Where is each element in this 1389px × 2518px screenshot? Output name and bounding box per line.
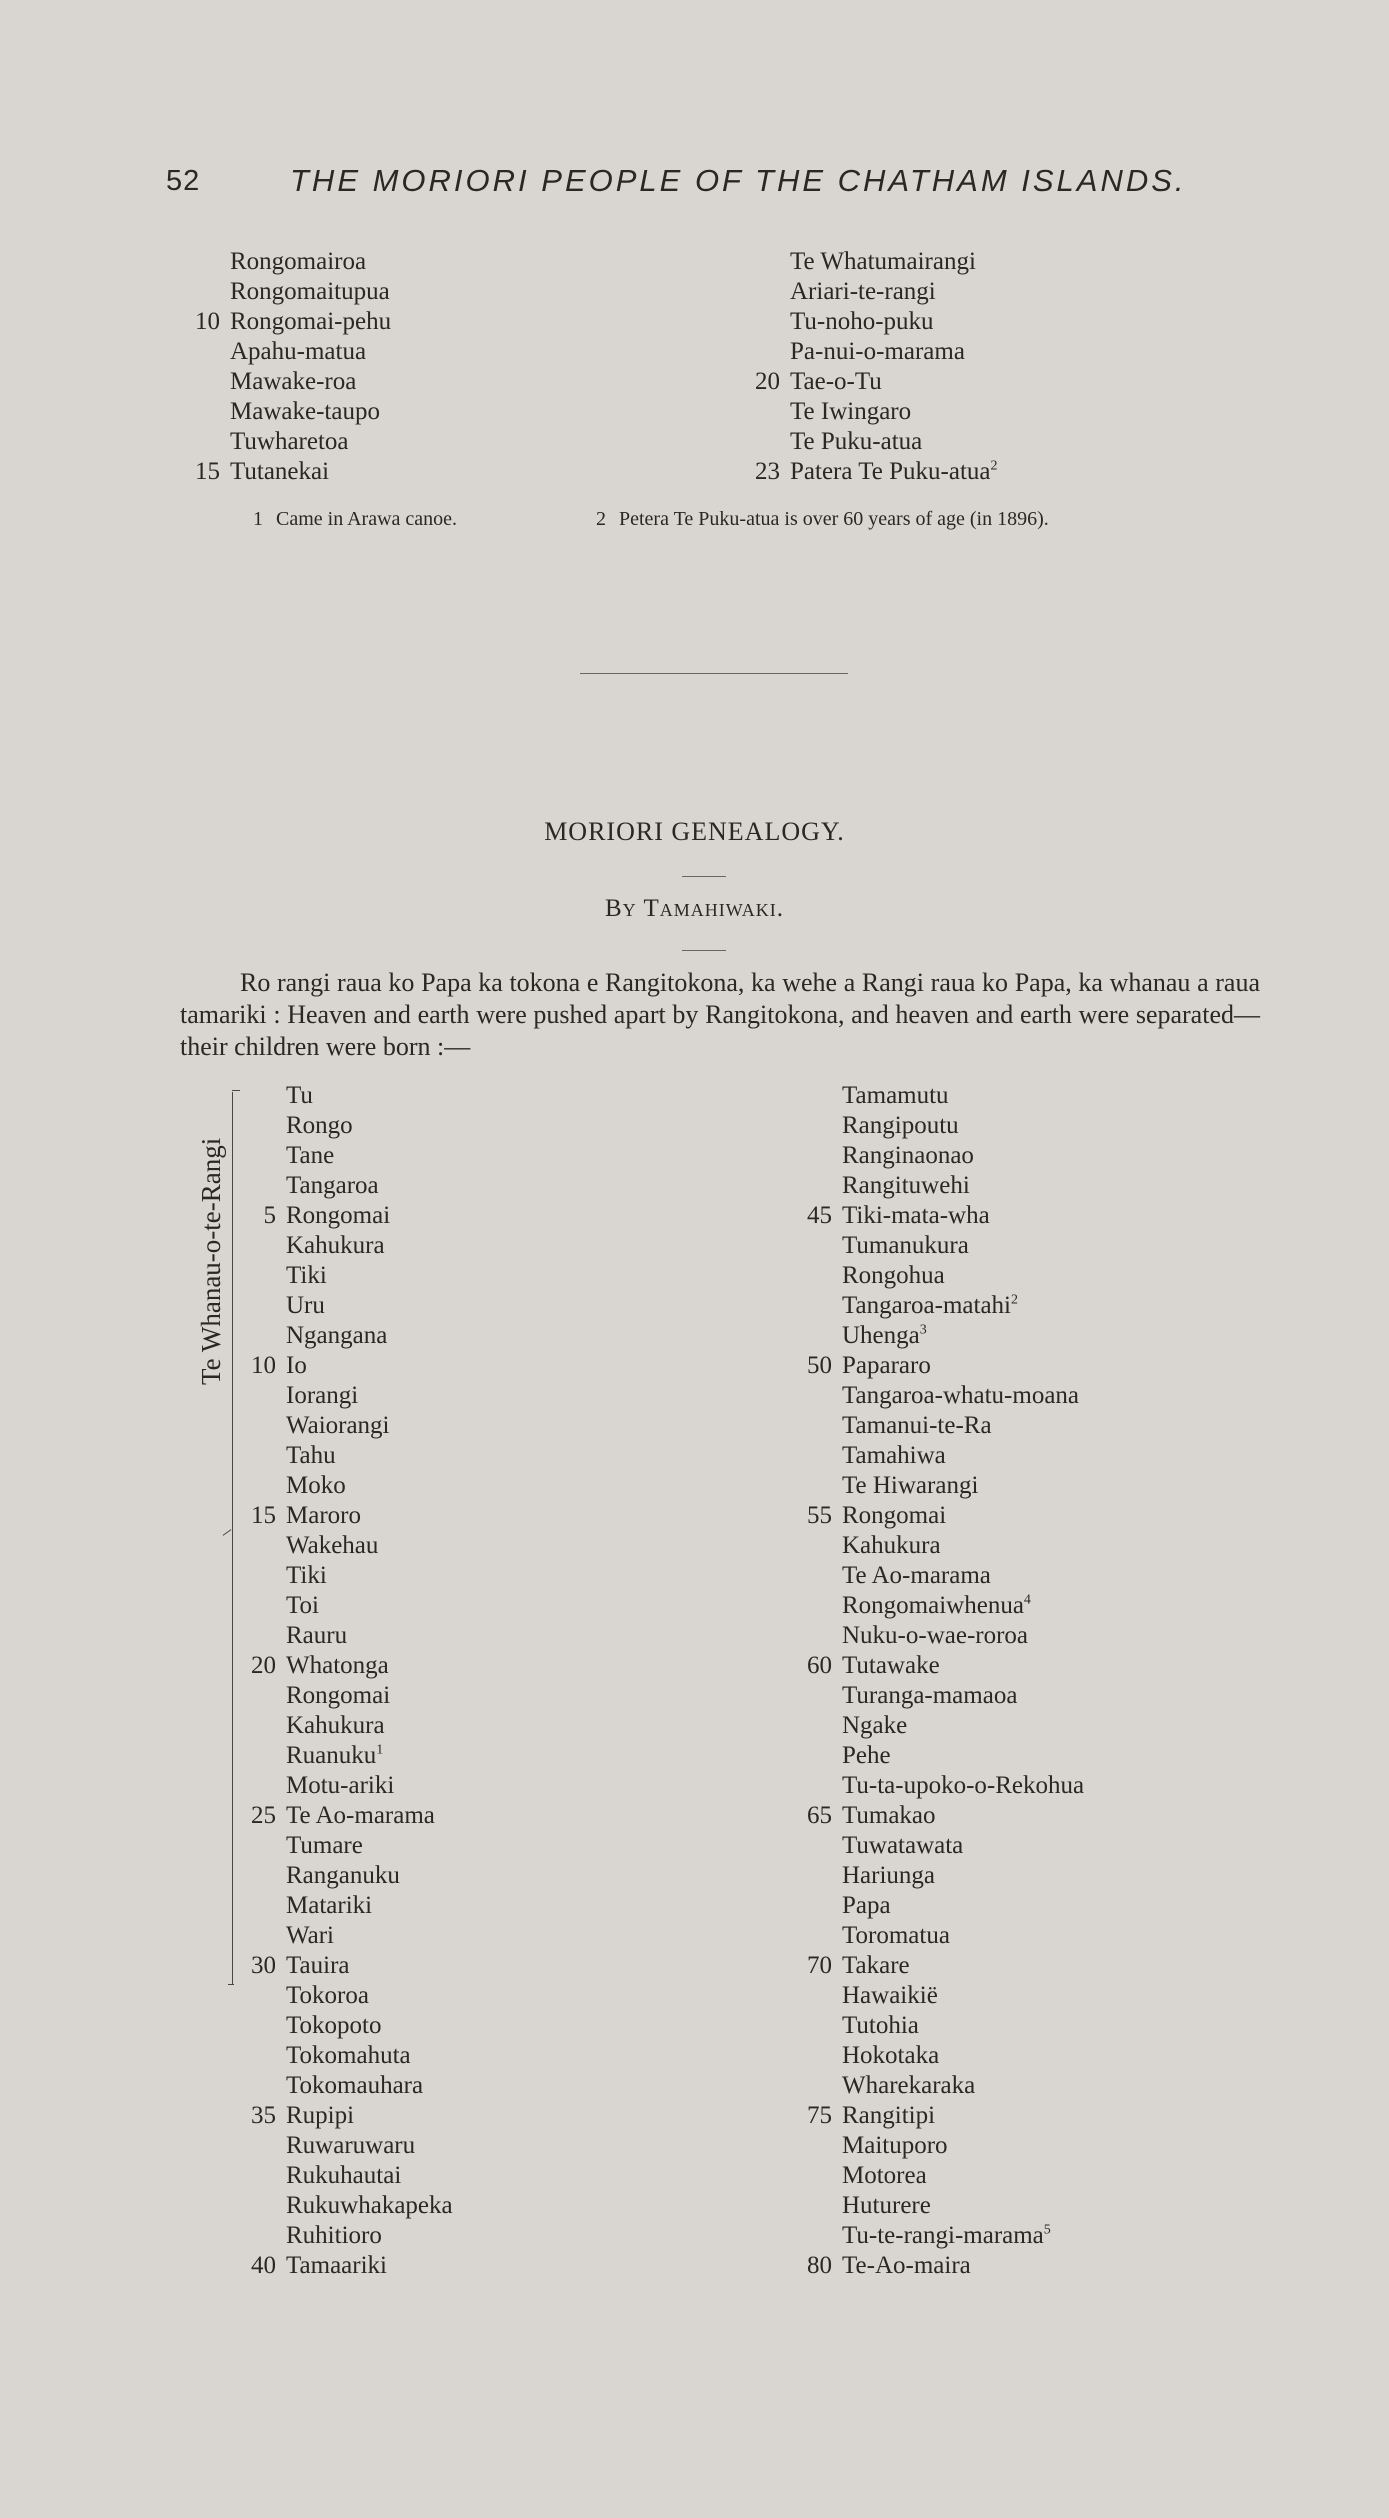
list-item [790, 337, 998, 367]
running-title: THE MORIORI PEOPLE OF THE CHATHAM ISLANDS. [290, 163, 1187, 198]
list-item [286, 1591, 453, 1621]
list-item [842, 2161, 1084, 2191]
top-list-right [755, 247, 998, 487]
ancestor-name: Wari [286, 1922, 334, 1949]
footnote-1 [253, 508, 457, 531]
list-item [842, 2071, 1084, 2101]
ancestor-name: Tamaariki [286, 2252, 387, 2279]
list-item [251, 2251, 453, 2281]
ancestor-name: Ranganuku [286, 1862, 400, 1889]
list-item [286, 2071, 453, 2101]
ancestor-name: Rangipoutu [842, 1112, 959, 1139]
ancestor-name: Tane [286, 1142, 335, 1169]
list-item [286, 1981, 453, 2011]
footnote-2-mark: 2 [596, 508, 606, 530]
list-item [286, 2191, 453, 2221]
list-item [755, 457, 998, 487]
list-item [842, 1321, 1084, 1351]
list-item [286, 1321, 453, 1351]
section-divider [580, 673, 848, 674]
ancestor-name: Iorangi [286, 1382, 359, 1409]
list-item [842, 1591, 1084, 1621]
line-number: 40 [251, 2252, 276, 2279]
list-item [842, 1261, 1084, 1291]
list-item [286, 1141, 453, 1171]
list-item [842, 1471, 1084, 1501]
ancestor-name: Kahukura [286, 1232, 385, 1259]
ancestor-name: Te Whatumairangi [790, 248, 976, 275]
list-item [251, 1501, 453, 1531]
ancestor-name: Te Puku-atua [790, 428, 923, 455]
ancestor-name: Toi [286, 1592, 319, 1619]
list-item [286, 2131, 453, 2161]
byline-rule [682, 950, 726, 951]
top-list-left [195, 247, 392, 487]
ancestor-name: Hariunga [842, 1862, 936, 1889]
title-rule [682, 876, 726, 877]
line-number: 15 [251, 1502, 276, 1529]
list-item [842, 1531, 1084, 1561]
list-item [286, 1831, 453, 1861]
ancestor-name: Tokomauhara [286, 2072, 424, 2099]
footnote-ref: 2 [990, 458, 998, 474]
ancestor-name: Te Iwingaro [790, 398, 912, 425]
list-item [286, 1471, 453, 1501]
list-item [286, 2161, 453, 2191]
ancestor-name: Rauru [286, 1622, 348, 1649]
footnote-2-text: Petera Te Puku-atua is over 60 years of age (in 1896). [619, 508, 1049, 530]
ancestor-name: Te-Ao-maira [842, 2252, 971, 2279]
list-item [842, 2221, 1084, 2251]
line-number: 75 [807, 2102, 832, 2129]
ancestor-name: Te Hiwarangi [842, 1472, 979, 1499]
footnote-ref: 1 [376, 1742, 384, 1758]
list-item [807, 1801, 1084, 1831]
list-item [286, 1291, 453, 1321]
list-item [251, 1801, 453, 1831]
ancestor-name: Takare [842, 1952, 910, 1979]
list-item [755, 367, 998, 397]
ancestor-name: Motu-ariki [286, 1772, 395, 1799]
ancestor-name: Tutawake [842, 1652, 940, 1679]
list-item [230, 397, 391, 427]
ancestor-name: Tangaroa [286, 1172, 379, 1199]
line-number: 60 [807, 1652, 832, 1679]
ancestor-name: Ngake [842, 1712, 908, 1739]
footnote-ref: 3 [919, 1322, 927, 1338]
ancestor-name: Rongomaiwhenua [842, 1592, 1024, 1619]
ancestor-name: Tuwatawata [842, 1832, 964, 1859]
ancestor-name: Rukuwhakapeka [286, 2192, 453, 2219]
ancestor-name: Kahukura [842, 1532, 941, 1559]
list-item [251, 2101, 453, 2131]
list-item [842, 1891, 1084, 1921]
list-item [286, 1111, 453, 1141]
genealogy-right-column [807, 1081, 1085, 2281]
byline: By Tamahiwaki. [605, 895, 784, 922]
ancestor-name: Ruwaruwaru [286, 2132, 416, 2159]
list-item [842, 1741, 1084, 1771]
ancestor-name: Tangaroa-matahi [842, 1292, 1011, 1319]
list-item [286, 1861, 453, 1891]
ancestor-name: Nuku-o-wae-roroa [842, 1622, 1029, 1649]
line-number: 15 [195, 458, 220, 485]
ancestor-name: Rongomai [286, 1202, 391, 1229]
list-item [842, 1141, 1084, 1171]
ancestor-name: Ruanuku [286, 1742, 377, 1769]
list-item [263, 1201, 453, 1231]
ancestor-name: Mawake-roa [230, 368, 357, 395]
ancestor-name: Tokomahuta [286, 2042, 411, 2069]
list-item [230, 367, 391, 397]
section-title: MORIORI GENEALOGY. [544, 817, 845, 846]
ancestor-name: Hokotaka [842, 2042, 940, 2069]
bracket-label: Te Whanau-o-te-Rangi [196, 1137, 226, 1385]
footnote-ref: 4 [1023, 1592, 1031, 1608]
line-number: 50 [807, 1352, 832, 1379]
ancestor-name: Ruhitioro [286, 2222, 382, 2249]
ancestor-name: Whatonga [286, 1652, 389, 1679]
ancestor-name: Tutanekai [230, 458, 330, 485]
ancestor-name: Tiki-mata-wha [842, 1202, 990, 1229]
ancestor-name: Motorea [842, 2162, 927, 2189]
list-item [286, 1081, 453, 1111]
ancestor-name: Tumanukura [842, 1232, 969, 1259]
ancestor-name: Tamanui-te-Ra [842, 1412, 992, 1439]
list-item [195, 307, 392, 337]
list-item [842, 1681, 1084, 1711]
ancestor-name: Tumakao [842, 1802, 936, 1829]
list-item [842, 2131, 1084, 2161]
ancestor-name: Rongo [286, 1112, 353, 1139]
list-item [842, 1771, 1084, 1801]
intro-text: Ro rangi raua ko Papa ka tokona e Rangitokona, ka wehe a Rangi raua ko Papa, ka whanau a raua tamariki : Heaven and earth were pushed apart by Rangitokona, and heaven and earth were separated—their children were born :— [180, 968, 1260, 1061]
list-item [286, 1771, 453, 1801]
list-item [842, 1711, 1084, 1741]
list-item [842, 1831, 1084, 1861]
ancestor-name: Tiki [286, 1262, 327, 1289]
list-item [842, 2011, 1084, 2041]
ancestor-name: Uhenga [842, 1322, 920, 1349]
ancestor-name: Tamahiwa [842, 1442, 946, 1469]
list-item [286, 1711, 453, 1741]
list-item [807, 1351, 1084, 1381]
line-number: 65 [807, 1802, 832, 1829]
ancestor-name: Matariki [286, 1892, 373, 1919]
list-item [286, 1561, 453, 1591]
list-item [807, 1651, 1084, 1681]
ancestor-name: Maroro [286, 1502, 361, 1529]
list-item [286, 1531, 453, 1561]
brace-bottom-hook [228, 1984, 234, 1985]
line-number: 35 [251, 2102, 276, 2129]
list-item [230, 337, 391, 367]
list-item [230, 427, 391, 457]
list-item [842, 2041, 1084, 2071]
line-number: 23 [755, 458, 780, 485]
page-number: 52 [166, 165, 201, 197]
ancestor-name: Toromatua [842, 1922, 950, 1949]
list-item [842, 1411, 1084, 1441]
list-item [842, 1291, 1084, 1321]
list-item [842, 1621, 1084, 1651]
ancestor-name: Tu [286, 1082, 313, 1109]
list-item [807, 2101, 1084, 2131]
ancestor-name: Papararo [842, 1352, 931, 1379]
ancestor-name: Ngangana [286, 1322, 388, 1349]
list-item [286, 1171, 453, 1201]
ancestor-name: Te Ao-marama [842, 1562, 991, 1589]
ancestor-name: Apahu-matua [230, 338, 367, 365]
list-item [195, 457, 391, 487]
list-item [807, 1951, 1084, 1981]
ancestor-name: Tokoroa [286, 1982, 369, 2009]
ancestor-name: Rangitipi [842, 2102, 936, 2129]
ancestor-name: Tu-noho-puku [790, 308, 934, 335]
ancestor-name: Mawake-taupo [230, 398, 380, 425]
ancestor-name: Kahukura [286, 1712, 385, 1739]
ancestor-name: Pa-nui-o-marama [790, 338, 965, 365]
list-item [286, 1621, 453, 1651]
brace-line [232, 1092, 233, 1984]
ancestor-name: Uru [286, 1292, 325, 1319]
ancestor-name: Turanga-mamaoa [842, 1682, 1018, 1709]
line-number: 70 [807, 1952, 832, 1979]
list-item [842, 1231, 1084, 1261]
ancestor-name: Tu-te-rangi-marama [842, 2222, 1044, 2249]
list-item [842, 1081, 1084, 1111]
ancestor-name: Rongomai [286, 1682, 391, 1709]
list-item [842, 1381, 1084, 1411]
footnote-ref: 5 [1043, 2222, 1051, 2238]
list-item [790, 397, 998, 427]
list-item [790, 247, 998, 277]
ancestor-name: Rongohua [842, 1262, 945, 1289]
ancestor-name: Huturere [842, 2192, 931, 2219]
list-item [286, 1921, 453, 1951]
footnote-1-mark: 1 [253, 508, 263, 530]
ancestor-name: Tumare [286, 1832, 363, 1859]
ancestor-name: Wakehau [286, 1532, 379, 1559]
list-item [807, 2251, 1084, 2281]
ancestor-name: Ranginaonao [842, 1142, 974, 1169]
list-item [230, 247, 391, 277]
genealogy-left-column [251, 1081, 453, 2281]
list-item [286, 2221, 453, 2251]
ancestor-name: Hawaikië [842, 1982, 938, 2009]
ancestor-name: Tiki [286, 1562, 327, 1589]
list-item [807, 1201, 1084, 1231]
ancestor-name: Tae-o-Tu [790, 368, 882, 395]
line-number: 30 [251, 1952, 276, 1979]
line-number: 25 [251, 1802, 276, 1829]
list-item [286, 1231, 453, 1261]
ancestor-name: Rongomai-pehu [230, 308, 392, 335]
ancestor-name: Rukuhautai [286, 2162, 402, 2189]
line-number: 10 [251, 1352, 276, 1379]
list-item [286, 1261, 453, 1291]
footnote-2 [596, 508, 1049, 531]
list-item [842, 1921, 1084, 1951]
list-item [842, 2191, 1084, 2221]
ancestor-name: Rupipi [286, 2102, 355, 2129]
ancestor-name: Ariari-te-rangi [790, 278, 936, 305]
ancestor-name: Tutohia [842, 2012, 919, 2039]
list-item [286, 2011, 453, 2041]
list-item [286, 1411, 453, 1441]
ancestor-name: Tahu [286, 1442, 336, 1469]
ancestor-name: Tamamutu [842, 1082, 949, 1109]
ancestor-name: Rangituwehi [842, 1172, 970, 1199]
list-item [842, 1981, 1084, 2011]
list-item [807, 1501, 1084, 1531]
footnote-1-text: Came in Arawa canoe. [276, 508, 458, 530]
list-item [842, 1861, 1084, 1891]
ancestor-name: Pehe [842, 1742, 891, 1769]
line-number: 45 [807, 1202, 832, 1229]
ancestor-name: Moko [286, 1472, 346, 1499]
ancestor-name: Tangaroa-whatu-moana [842, 1382, 1080, 1409]
list-item [286, 1441, 453, 1471]
ancestor-name: Rongomairoa [230, 248, 367, 275]
ancestor-name: Patera Te Puku-atua [790, 458, 991, 485]
ancestor-name: Papa [842, 1892, 891, 1919]
line-number: 5 [263, 1202, 276, 1229]
line-number: 20 [755, 368, 780, 395]
ancestor-name: Wharekaraka [842, 2072, 976, 2099]
ancestor-name: Rongomai [842, 1502, 947, 1529]
ancestor-name: Tuwharetoa [230, 428, 349, 455]
list-item [286, 1381, 453, 1411]
list-item [251, 1951, 453, 1981]
brace-point [223, 1529, 232, 1536]
list-item [790, 307, 998, 337]
line-number: 80 [807, 2252, 832, 2279]
list-item [251, 1351, 453, 1381]
ancestor-name: Io [286, 1352, 307, 1379]
ancestor-name: Te Ao-marama [286, 1802, 435, 1829]
ancestor-name: Tauira [286, 1952, 350, 1979]
line-number: 55 [807, 1502, 832, 1529]
list-item [286, 1891, 453, 1921]
brace-top-hook [232, 1090, 240, 1091]
ancestor-name: Maituporo [842, 2132, 948, 2159]
list-item [790, 427, 998, 457]
list-item [842, 1171, 1084, 1201]
list-item [230, 277, 391, 307]
intro-paragraph [180, 967, 1260, 1063]
ancestor-name: Tu-ta-upoko-o-Rekohua [842, 1772, 1085, 1799]
list-item [790, 277, 998, 307]
list-item [286, 2041, 453, 2071]
ancestor-name: Waiorangi [286, 1412, 390, 1439]
list-item [251, 1651, 453, 1681]
line-number: 20 [251, 1652, 276, 1679]
list-item [286, 1681, 453, 1711]
list-item [842, 1111, 1084, 1141]
footnote-ref: 2 [1011, 1292, 1018, 1308]
list-item [286, 1741, 453, 1771]
ancestor-name: Rongomaitupua [230, 278, 390, 305]
list-item [842, 1441, 1084, 1471]
list-item [842, 1561, 1084, 1591]
line-number: 10 [195, 308, 220, 335]
ancestor-name: Tokopoto [286, 2012, 382, 2039]
